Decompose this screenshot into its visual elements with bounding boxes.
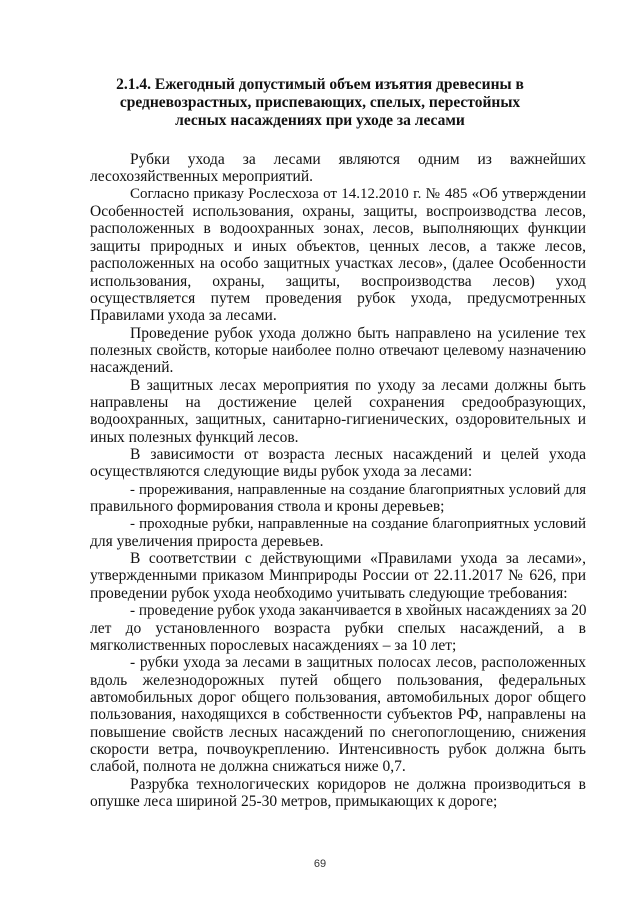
body-text-line: защиты природных и иных объектов, ценных лесов, а также лесов, (90, 238, 586, 255)
body-text-line: мягколиственных порослевых насаждениях – за 10 лет; (90, 637, 457, 654)
body-text-line: Разрубка технологических коридоров не должна производиться в (130, 776, 586, 793)
body-text-line: В соответствии с действующими «Правилами ухода за лесами», (130, 550, 586, 567)
body-text-line: вдоль железнодорожных путей общего пользования, федеральных (90, 672, 586, 689)
body-text-line: Правилами ухода за лесами. (90, 307, 277, 324)
body-text-line: пользования, находящихся в собственности субъектов РФ, направлены на (90, 706, 586, 723)
body-text-line: правильного формирования ствола и кроны деревьев; (90, 498, 445, 515)
body-text-line: автомобильных дорог общего пользования, автомобильных дорог общего (90, 689, 586, 706)
body-text-line: утвержденными приказом Минприроды России от 22.11.2017 № 626, при (90, 567, 586, 584)
body-text-line: - проведение рубок ухода заканчивается в хвойных насаждениях за 20 (130, 602, 587, 619)
body-text-line: иных полезных функций лесов. (90, 429, 299, 446)
body-text-line: использования, охраны, защиты, воспроизводства лесов) уход (90, 273, 586, 290)
body-text-line: опушке леса шириной 25-30 метров, примыкающих к дороге; (90, 793, 498, 810)
body-text-line: слабой, полнота не должна снижаться ниже 0,7. (90, 758, 406, 775)
body-text-line: осуществляются следующие виды рубок ухода за лесами: (90, 463, 473, 480)
page-number: 69 (313, 858, 327, 870)
body-text-line: для увеличения прироста деревьев. (90, 533, 324, 550)
body-text-line: скорости ветра, почвоукреплению. Интенсивность рубок должна быть (90, 741, 586, 758)
body-text-line: водоохранных, защитных, санитарно-гигиенических, оздоровительных и (90, 411, 586, 428)
body-text-line: В зависимости от возраста лесных насаждений и целей ухода (130, 446, 586, 463)
body-text-line: расположенных в водоохранных зонах, лесов, выполняющих функции (90, 220, 586, 237)
body-text-line: расположенных на особо защитных участках лесов», (далее Особенности (90, 255, 586, 272)
body-text-line: направлены на достижение целей сохранения средообразующих, (90, 394, 586, 411)
section-heading-line-2: средневозрастных, приспевающих, спелых, перестойных (119, 94, 521, 111)
body-text-line: В защитных лесах мероприятия по уходу за лесами должны быть (130, 377, 586, 394)
section-heading-line-3: лесных насаждениях при уходе за лесами (175, 112, 465, 129)
body-text-line: - прореживания, направленные на создание благоприятных условий для (130, 482, 586, 498)
body-text-line: Рубки ухода за лесами являются одним из важнейших (130, 151, 586, 168)
body-text-line: проведении рубок ухода необходимо учитывать следующие требования: (90, 585, 568, 602)
section-heading-line-1: 2.1.4. Ежегодный допустимый объем изъятия древесины в (116, 76, 524, 93)
body-text-line: Особенностей использования, охраны, защиты, воспроизводства лесов, (90, 203, 586, 220)
body-text-line: полезных свойств, которые наиболее полно отвечают целевому назначению (90, 342, 586, 359)
body-text-line: - проходные рубки, направленные на создание благоприятных условий (130, 516, 586, 532)
body-text-line: лет до установленного возраста рубки спелых насаждений, а в (90, 620, 586, 637)
body-text-line: повышение свойств лесных насаждений по снегопоглощению, снижения (90, 724, 586, 741)
body-text-line: осуществляется путем проведения рубок ухода, предусмотренных (90, 290, 586, 307)
body-text-line: Проведение рубок ухода должно быть направлено на усиление тех (130, 325, 586, 342)
body-text-line: - рубки ухода за лесами в защитных полосах лесов, расположенных (130, 654, 586, 671)
body-text-line: Согласно приказу Рослесхоза от 14.12.2010 г. № 485 «Об утверждении (130, 186, 586, 202)
body-text-line: лесохозяйственных мероприятий. (90, 168, 313, 185)
body-text-line: насаждений. (90, 359, 174, 376)
